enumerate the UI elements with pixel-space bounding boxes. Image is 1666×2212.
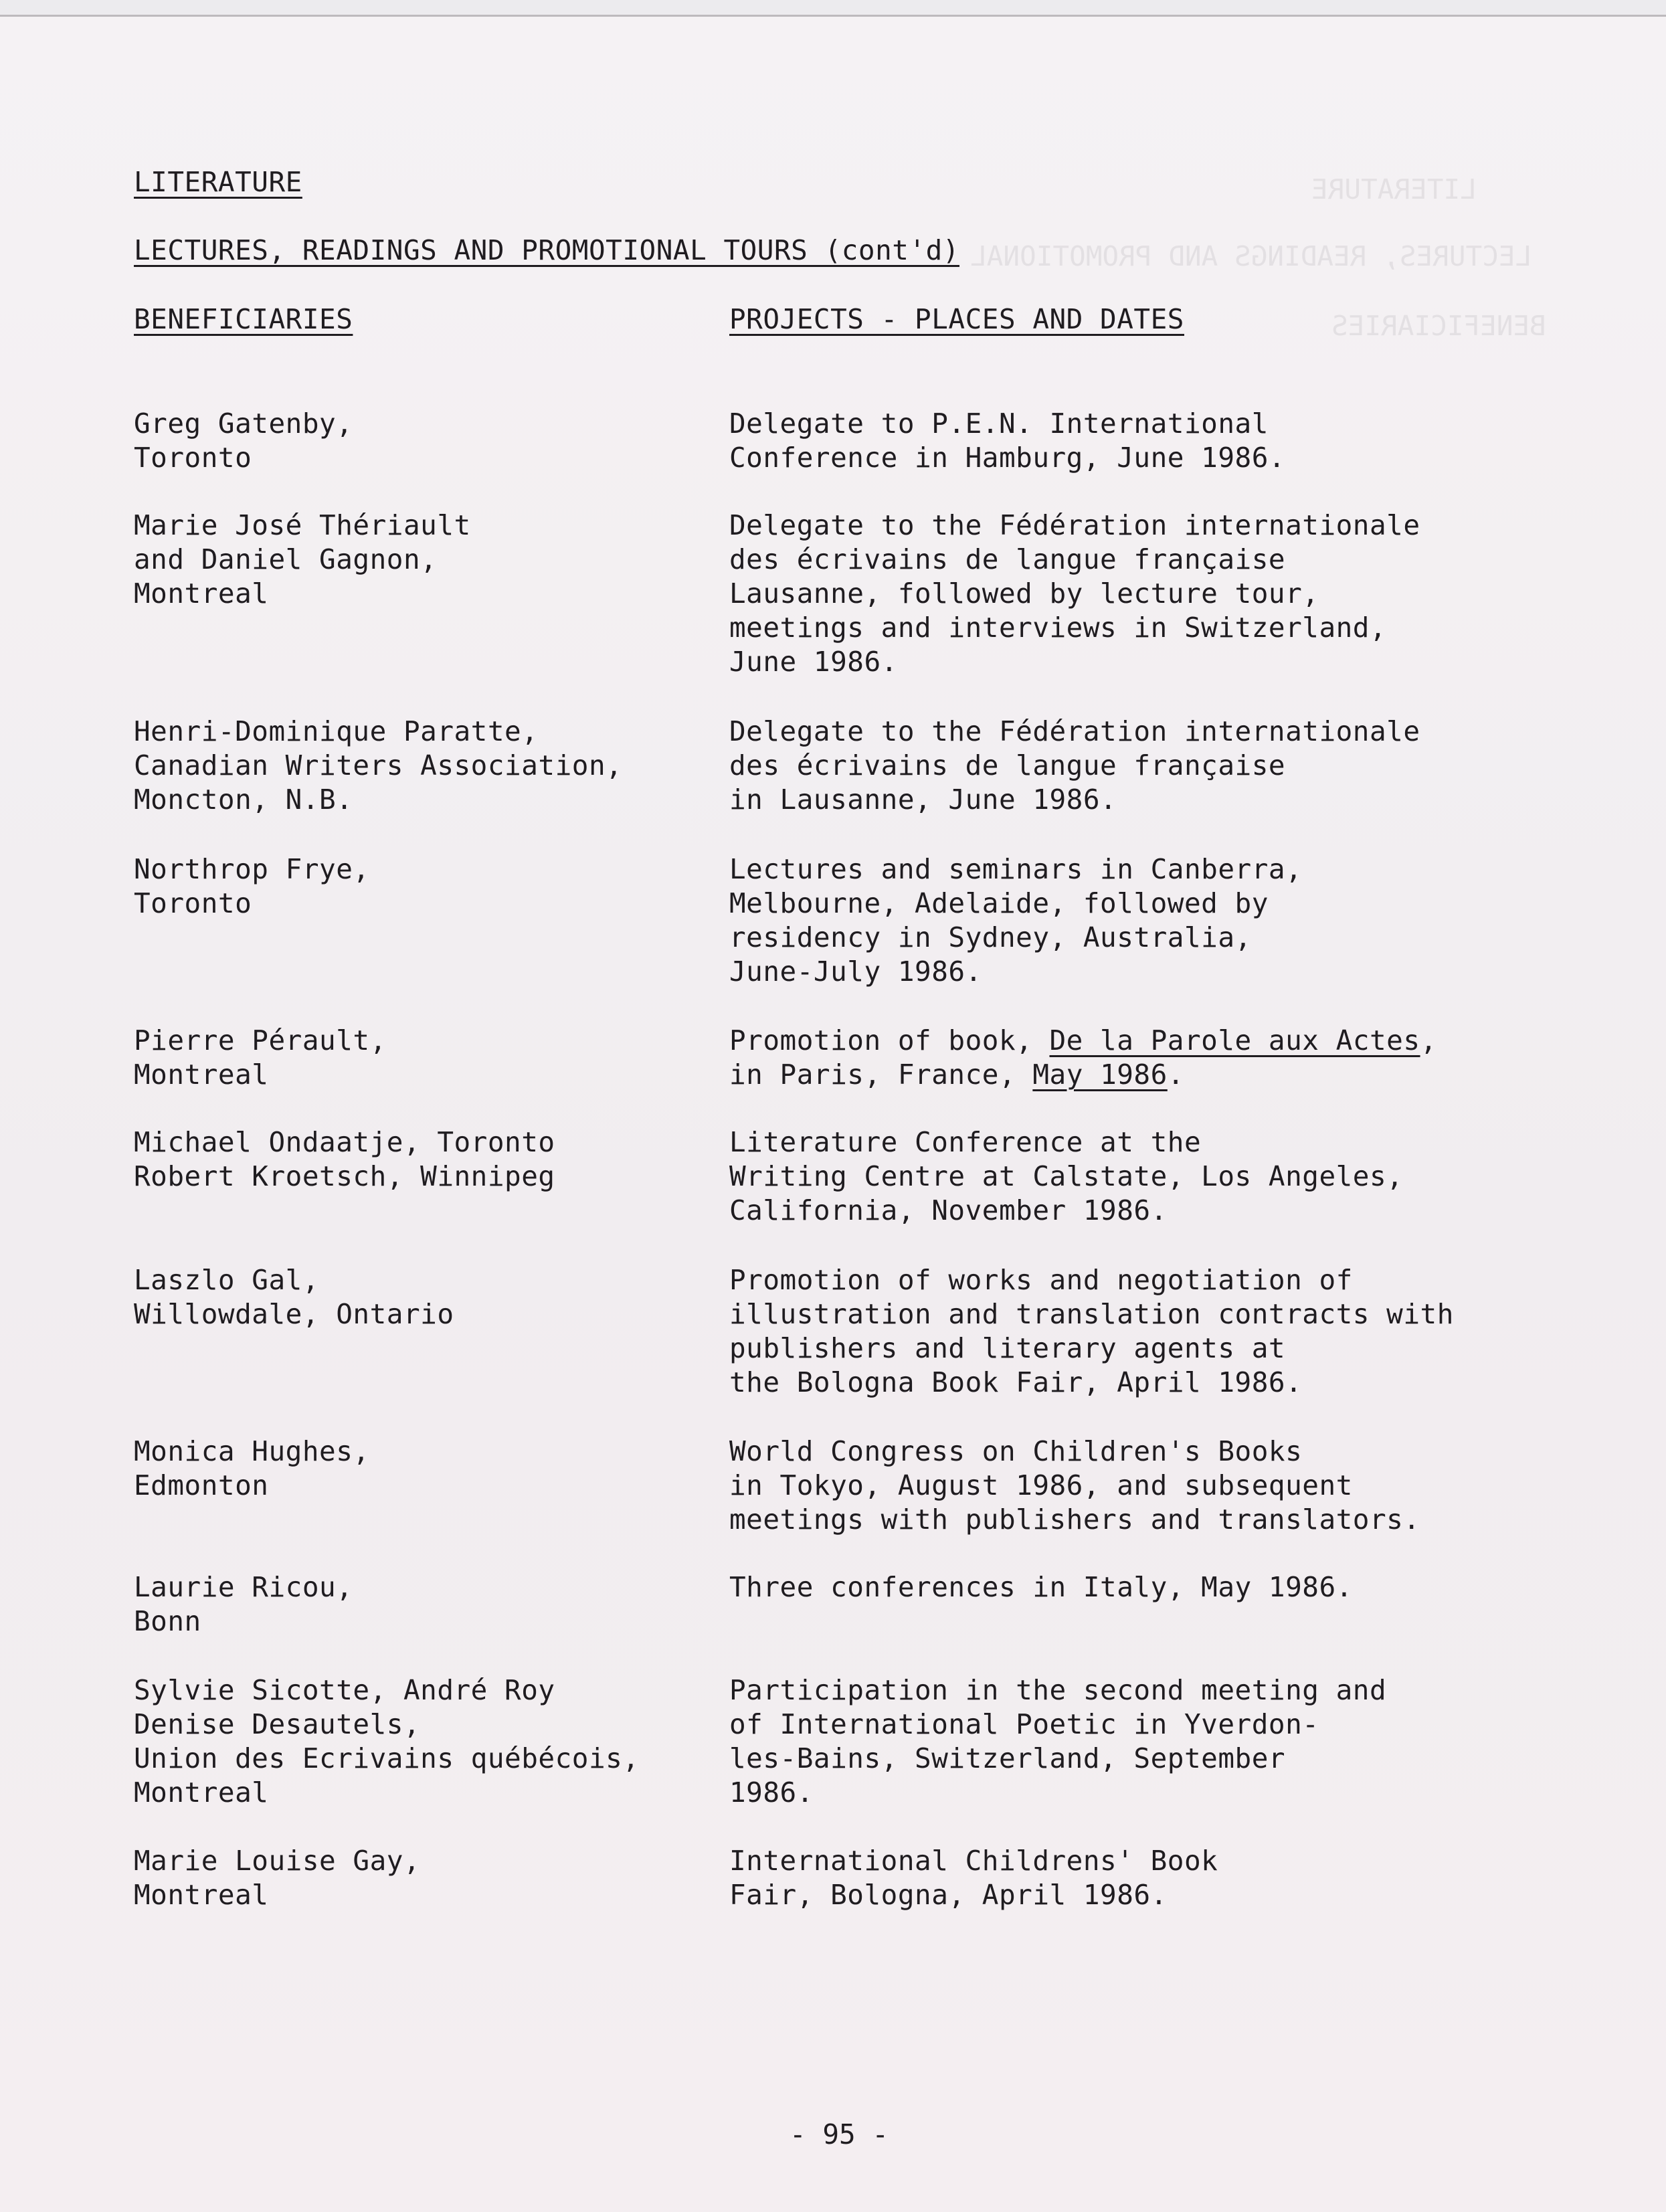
project-details: [729, 1570, 1353, 1604]
beneficiary-line: Northrop Frye,: [134, 853, 370, 885]
project-line: in Paris, France, May 1986.: [729, 1058, 1184, 1091]
beneficiary: [134, 1125, 555, 1194]
beneficiary-line: Montreal: [134, 577, 269, 610]
project-details: [729, 852, 1302, 989]
beneficiary-line: Henri-Dominique Paratte,: [134, 715, 539, 747]
project-line: International Childrens' Book: [729, 1845, 1218, 1877]
beneficiary-line: and Daniel Gagnon,: [134, 543, 438, 575]
underlined-title: De la Parole aux Actes: [1049, 1024, 1420, 1056]
beneficiary: [134, 852, 370, 921]
project-details: [729, 1263, 1454, 1400]
project-line: les-Bains, Switzerland, September: [729, 1742, 1286, 1774]
project-line: des écrivains de langue française: [729, 749, 1286, 781]
beneficiary-line: Union des Ecrivains québécois,: [134, 1742, 640, 1774]
project-line: the Bologna Book Fair, April 1986.: [729, 1366, 1303, 1398]
beneficiary-line: Pierre Pérault,: [134, 1024, 387, 1056]
column-header-projects: PROJECTS - PLACES AND DATES: [729, 303, 1184, 335]
beneficiary-line: Willowdale, Ontario: [134, 1298, 454, 1330]
project-line: World Congress on Children's Books: [729, 1435, 1303, 1467]
project-details: [729, 1844, 1218, 1912]
beneficiary-line: Montreal: [134, 1058, 269, 1091]
project-line: in Tokyo, August 1986, and subsequent: [729, 1469, 1353, 1501]
project-line: Conference in Hamburg, June 1986.: [729, 442, 1286, 474]
project-line: Three conferences in Italy, May 1986.: [729, 1571, 1353, 1603]
project-details: [729, 715, 1420, 817]
beneficiary-line: Edmonton: [134, 1469, 269, 1501]
project-line: illustration and translation contracts with: [729, 1298, 1454, 1330]
project-line: Lectures and seminars in Canberra,: [729, 853, 1303, 885]
project-line: Delegate to the Fédération internationale: [729, 715, 1420, 747]
beneficiary-line: Monica Hughes,: [134, 1435, 370, 1467]
bleed-through-heading: LITERATURE: [1311, 173, 1477, 205]
project-line: California, November 1986.: [729, 1194, 1168, 1226]
beneficiary: [134, 1435, 370, 1503]
project-line: Delegate to the Fédération internationale: [729, 509, 1420, 541]
beneficiary: [134, 407, 353, 475]
project-details: [729, 407, 1285, 475]
project-details: [729, 1673, 1386, 1810]
project-line: 1986.: [729, 1776, 814, 1809]
project-line: meetings with publishers and translators.: [729, 1503, 1420, 1536]
project-details: [729, 509, 1420, 679]
beneficiary-line: Greg Gatenby,: [134, 407, 353, 440]
beneficiary-line: Toronto: [134, 887, 252, 919]
scan-top-edge: [0, 0, 1666, 17]
beneficiary-line: Laurie Ricou,: [134, 1571, 353, 1603]
beneficiary: [134, 1024, 387, 1092]
project-line: June-July 1986.: [729, 955, 982, 988]
project-line: Promotion of works and negotiation of: [729, 1264, 1353, 1296]
beneficiary-line: Michael Ondaatje, Toronto: [134, 1126, 555, 1158]
page-number: - 95 -: [790, 2118, 889, 2150]
project-details: [729, 1024, 1437, 1092]
beneficiary-line: Montreal: [134, 1879, 269, 1911]
bleed-through-header: BENEFICIARIES: [1331, 310, 1546, 342]
section-title: LITERATURE: [134, 166, 302, 198]
column-header-beneficiaries: BENEFICIARIES: [134, 303, 353, 335]
beneficiary-line: Marie Louise Gay,: [134, 1845, 421, 1877]
page-subtitle: LECTURES, READINGS AND PROMOTIONAL TOURS (cont'd): [134, 234, 960, 266]
project-line: Literature Conference at the: [729, 1126, 1202, 1158]
project-line: Participation in the second meeting and: [729, 1674, 1387, 1706]
beneficiary: [134, 715, 622, 817]
beneficiary-line: Canadian Writers Association,: [134, 749, 623, 781]
project-details: [729, 1125, 1403, 1228]
project-line: publishers and literary agents at: [729, 1332, 1286, 1364]
project-line: in Lausanne, June 1986.: [729, 784, 1117, 816]
project-line: June 1986.: [729, 646, 898, 678]
beneficiary-line: Sylvie Sicotte, André Roy: [134, 1674, 555, 1706]
beneficiary-line: Laszlo Gal,: [134, 1264, 320, 1296]
project-line: meetings and interviews in Switzerland,: [729, 612, 1387, 644]
project-line: Melbourne, Adelaide, followed by: [729, 887, 1269, 919]
beneficiary: [134, 1673, 640, 1810]
beneficiary-line: Robert Kroetsch, Winnipeg: [134, 1160, 555, 1192]
underlined-title: May 1986: [1032, 1058, 1168, 1091]
project-line: Fair, Bologna, April 1986.: [729, 1879, 1168, 1911]
beneficiary-line: Toronto: [134, 442, 252, 474]
beneficiary: [134, 509, 471, 611]
project-line: residency in Sydney, Australia,: [729, 921, 1252, 953]
project-line: Lausanne, followed by lecture tour,: [729, 577, 1319, 610]
beneficiary: [134, 1844, 420, 1912]
project-line: des écrivains de langue française: [729, 543, 1286, 575]
beneficiary: [134, 1263, 454, 1331]
project-line: of International Poetic in Yverdon-: [729, 1708, 1319, 1740]
beneficiary: [134, 1570, 353, 1639]
beneficiary-line: Montreal: [134, 1776, 269, 1809]
project-line: Delegate to P.E.N. International: [729, 407, 1269, 440]
project-details: [729, 1435, 1420, 1537]
project-line: Promotion of book, De la Parole aux Actes,: [729, 1024, 1437, 1056]
beneficiary-line: Marie José Thériault: [134, 509, 471, 541]
bleed-through-subtitle: LECTURES, READINGS AND PROMOTIONAL: [970, 240, 1532, 272]
beneficiary-line: Bonn: [134, 1605, 201, 1637]
beneficiary-line: Denise Desautels,: [134, 1708, 421, 1740]
project-line: Writing Centre at Calstate, Los Angeles,: [729, 1160, 1404, 1192]
beneficiary-line: Moncton, N.B.: [134, 784, 353, 816]
